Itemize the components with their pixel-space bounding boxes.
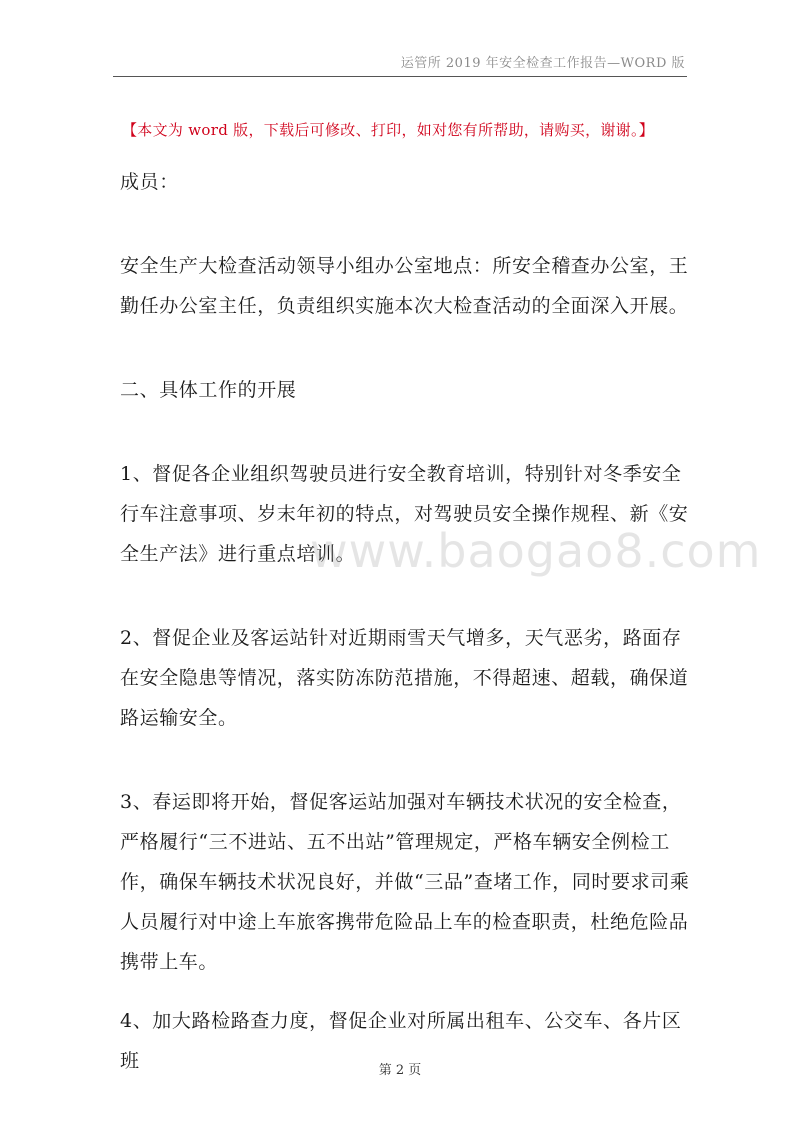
download-notice: 【本文为 word 版，下载后可修改、打印，如对您有所帮助，请购买，谢谢。】 bbox=[122, 121, 655, 139]
page-number: 第 2 页 bbox=[378, 1063, 422, 1078]
members-label: 成员： bbox=[120, 171, 179, 193]
section-heading: 二、具体工作的开展 bbox=[120, 379, 297, 401]
item-4-paragraph: 4、加大路检路查力度，督促企业对所属出租车、公交车、各片区班 bbox=[120, 1010, 682, 1072]
watermark: www.baogao8.com bbox=[310, 524, 762, 578]
item-3-paragraph: 3、春运即将开始，督促客运站加强对车辆技术状况的安全检查，严格履行“三不进站、五不出站”管理规定，严格车辆安全例检工作，确保车辆技术状况良好，并做“三品”查堵工作，同时要求司乘人员履行对中途上车旅客携带危险品上车的检查职责，杜绝危险品携带上车。 bbox=[120, 791, 690, 973]
header-title: 运管所 2019 年安全检查工作报告—WORD 版 bbox=[400, 56, 685, 71]
office-paragraph: 安全生产大检查活动领导小组办公室地点：所安全稽查办公室，王勤任办公室主任，负责组织实施本次大检查活动的全面深入开展。 bbox=[120, 255, 689, 317]
item-1-paragraph: 1、督促各企业组织驾驶员进行安全教育培训，特别针对冬季安全行车注意事项、岁末年初的特点，对驾驶员安全操作规程、新《安全生产法》进行重点培训。 bbox=[120, 463, 689, 565]
item-2-paragraph: 2、督促企业及客运站针对近期雨雪天气增多，天气恶劣，路面存在安全隐患等情况，落实防冻防范措施，不得超速、超载，确保道路运输安全。 bbox=[120, 627, 689, 729]
header-divider bbox=[113, 76, 687, 77]
